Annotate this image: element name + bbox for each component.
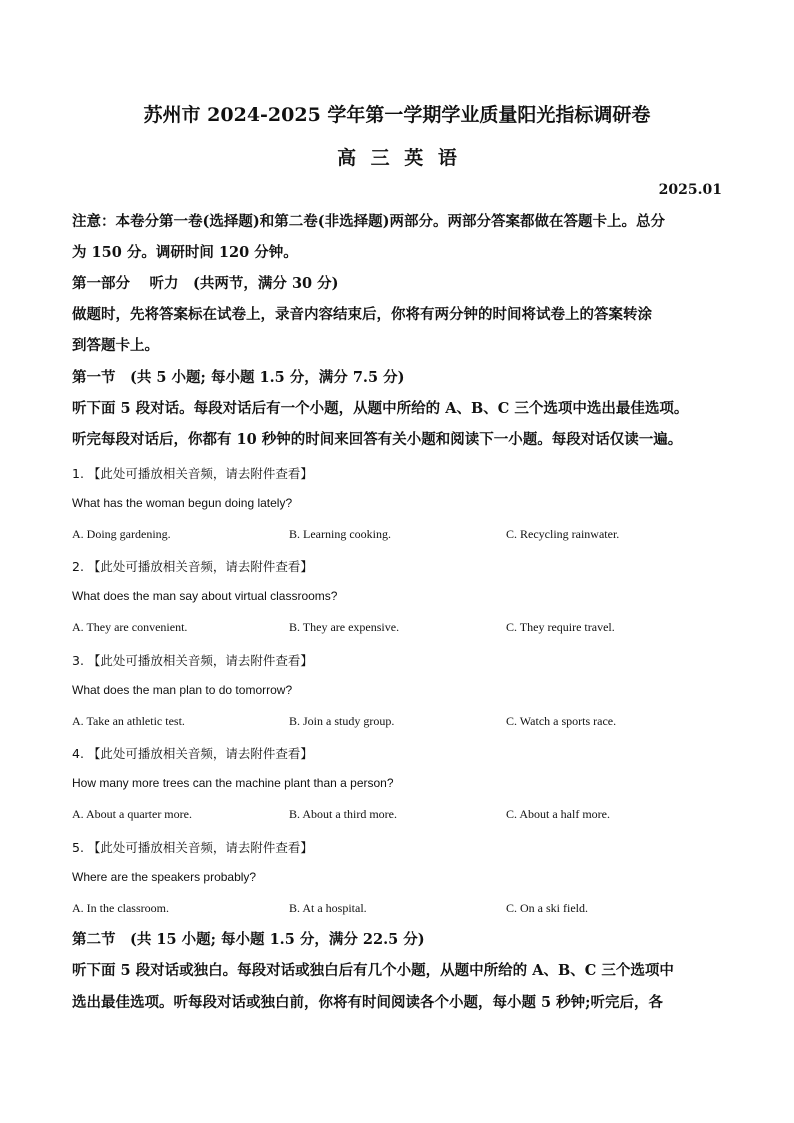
option-a: A. Doing gardening.	[72, 527, 171, 541]
section1-heading: 第一节 (共 5 小题; 每小题 1.5 分，满分 7.5 分)	[72, 369, 405, 386]
section1-instruction-line-1: 听下面 5 段对话。每段对话后有一个小题，从题中所给的 A、B、C 三个选项中选出最佳选项。	[72, 400, 689, 417]
question-text: What has the woman begun doing lately?	[72, 496, 293, 510]
exam-date: 2025.01	[658, 182, 722, 198]
part1-instruction-line-1: 做题时，先将答案标在试卷上，录音内容结束后，你将有两分钟的时间将试卷上的答案转涂	[72, 306, 652, 323]
option-c: C. On a ski field.	[506, 901, 588, 915]
section2-instruction-line-1: 听下面 5 段对话或独白。每段对话或独白后有几个小题，从题中所给的 A、B、C 三个选项中	[72, 962, 674, 979]
audio-placeholder[interactable]: 2. 【此处可播放相关音频，请去附件查看】	[72, 559, 313, 574]
option-c: C. Watch a sports race.	[506, 714, 617, 728]
part1-instruction-line-2: 到答题卡上。	[72, 337, 159, 354]
question-text: What does the man say about virtual classrooms?	[72, 589, 338, 603]
note-line-1: 注意：本卷分第一卷(选择题)和第二卷(非选择题)两部分。两部分答案都做在答题卡上。总分	[72, 213, 665, 230]
exam-subject: 高 三 英 语	[337, 147, 457, 169]
option-c: C. They require travel.	[506, 620, 615, 634]
note-line-2: 为 150 分。调研时间 120 分钟。	[72, 244, 298, 261]
option-a: A. They are convenient.	[72, 620, 188, 634]
option-c: C. Recycling rainwater.	[506, 527, 620, 541]
option-a: A. In the classroom.	[72, 901, 169, 915]
section2-instruction-line-2: 选出最佳选项。听每段对话或独白前，你将有时间阅读各个小题，每小题 5 秒钟;听完后，各	[72, 994, 664, 1011]
audio-placeholder[interactable]: 1. 【此处可播放相关音频，请去附件查看】	[72, 466, 313, 481]
option-b: B. About a third more.	[289, 807, 397, 821]
exam-title: 苏州市 2024-2025 学年第一学期学业质量阳光指标调研卷	[143, 104, 651, 126]
question-text: How many more trees can the machine plant than a person?	[72, 776, 394, 790]
audio-placeholder[interactable]: 3. 【此处可播放相关音频，请去附件查看】	[72, 653, 313, 668]
option-c: C. About a half more.	[506, 807, 610, 821]
part1-heading: 第一部分 听力 (共两节，满分 30 分)	[72, 275, 339, 292]
option-b: B. They are expensive.	[289, 620, 400, 634]
option-a: A. About a quarter more.	[72, 807, 192, 821]
audio-placeholder[interactable]: 4. 【此处可播放相关音频，请去附件查看】	[72, 746, 313, 761]
question-text: What does the man plan to do tomorrow?	[72, 683, 293, 697]
option-b: B. Join a study group.	[289, 714, 395, 728]
option-a: A. Take an athletic test.	[72, 714, 185, 728]
section1-instruction-line-2: 听完每段对话后，你都有 10 秒钟的时间来回答有关小题和阅读下一小题。每段对话仅读一遍。	[72, 431, 683, 448]
option-b: B. Learning cooking.	[289, 527, 391, 541]
section2-heading: 第二节 (共 15 小题; 每小题 1.5 分，满分 22.5 分)	[72, 931, 425, 948]
question-text: Where are the speakers probably?	[72, 870, 257, 884]
option-b: B. At a hospital.	[289, 901, 367, 915]
audio-placeholder[interactable]: 5. 【此处可播放相关音频，请去附件查看】	[72, 840, 313, 855]
